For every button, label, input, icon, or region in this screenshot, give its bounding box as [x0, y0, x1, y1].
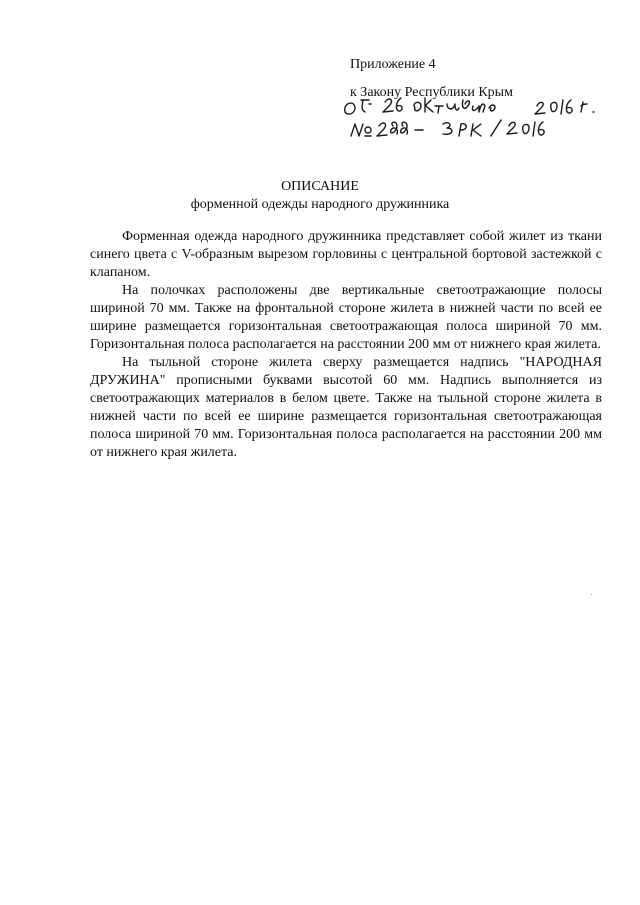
paragraph-1: Форменная одежда народного дружинника представляет собой жилет из ткани синего цвета с V-образным вырезом горловины с центральной бортовой застежкой с клапаном. — [90, 229, 602, 280]
handwriting-month — [414, 98, 495, 113]
document-body — [90, 228, 602, 462]
document-title: ОПИСАНИЕ — [281, 179, 359, 194]
handwriting-number — [351, 120, 544, 136]
document-subtitle: форменной одежды народного дружинника — [190, 197, 450, 212]
appendix-label: Приложение 4 — [350, 57, 436, 72]
paragraph-2: На полочках расположены две вертикальные светоотражающие полосы шириной 70 мм. Также на фронтальной стороне жилета в нижней части по всей ее ширине размещается горизонтальная светоотражающая полоса шириной 70 мм. Горизонтальная полоса располагается на расстоянии 200 мм от нижнего края жилета. — [90, 283, 602, 352]
handwriting-day — [383, 98, 402, 112]
law-reference: к Закону Республики Крым — [350, 85, 513, 100]
handwritten-annotation — [343, 96, 613, 140]
scan-speck — [591, 594, 592, 595]
handwriting-ot — [345, 100, 371, 114]
handwriting-year — [535, 100, 594, 114]
paragraph-3: На тыльной стороне жилета сверху размещается надпись "НАРОДНАЯ ДРУЖИНА" прописными буквами высотой 60 мм. Надпись выполняется из светоотражающих материалов в белом цвете. Также на тыльной стороне жилета в нижней части по всей ее ширине размещается горизонтальная светоотражающая полоса шириной 70 мм. Горизонтальная полоса располагается на расстоянии 200 мм от нижнего края жилета. — [90, 355, 602, 460]
